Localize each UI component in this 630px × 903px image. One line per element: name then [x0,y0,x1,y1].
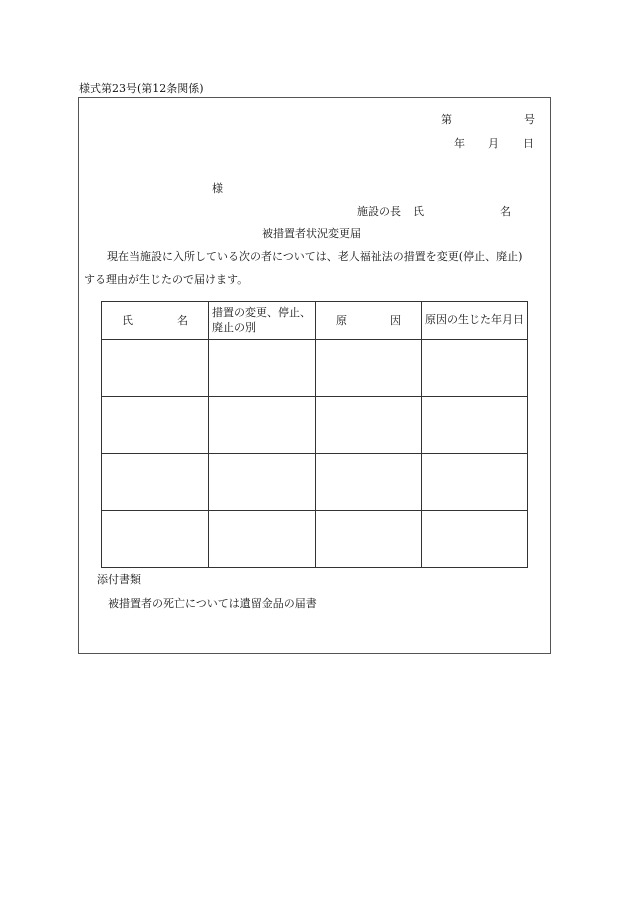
header-name [102,302,209,340]
cell-change-type[interactable] [209,397,316,454]
body-text-line-1: 現在当施設に入所している次の者については、老人福祉法の措置を変更(停止、廃止) [107,250,523,263]
cell-name[interactable] [102,511,209,568]
cell-name[interactable] [102,397,209,454]
cell-cause-date[interactable] [422,511,528,568]
table-header-row [102,302,528,340]
header-cause-last: 因 [390,313,401,327]
header-cause [316,302,422,340]
header-name-first: 氏 [122,313,133,327]
cell-name[interactable] [102,454,209,511]
header-cause-date-text: 原因の生じた年月日 [425,313,524,327]
date-year-label: 年 [454,137,465,150]
cell-cause[interactable] [316,340,422,397]
table-row [102,397,528,454]
cell-name[interactable] [102,340,209,397]
sender-name-label-first: 氏 [413,205,424,218]
addressee-honorific: 様 [212,182,223,195]
attachments-label: 添付書類 [97,573,141,586]
form-number: 様式第23号(第12条関係) [79,82,204,95]
cell-cause[interactable] [316,397,422,454]
header-name-last: 名 [177,313,188,327]
cell-cause-date[interactable] [422,340,528,397]
header-cause-date [422,302,528,340]
header-change-type [209,302,316,340]
header-cause-first: 原 [336,313,347,327]
table-row [102,454,528,511]
cell-cause[interactable] [316,454,422,511]
cell-cause[interactable] [316,511,422,568]
attachment-item: 被措置者の死亡については遺留金品の届書 [108,597,317,610]
cell-change-type[interactable] [209,454,316,511]
cell-cause-date[interactable] [422,454,528,511]
facility-head-label: 施設の長 [357,205,401,218]
cell-cause-date[interactable] [422,397,528,454]
cell-change-type[interactable] [209,511,316,568]
status-change-table [101,301,528,568]
cell-change-type[interactable] [209,340,316,397]
date-month-label: 月 [488,137,499,150]
table-row [102,340,528,397]
sender-name-label-last: 名 [500,205,511,218]
document-number-prefix: 第 [441,113,452,126]
table-row [102,511,528,568]
body-text-line-2: する理由が生じたので届けます。 [84,273,249,286]
header-change-type-text: 措置の変更、停止、廃止の別 [212,306,311,334]
document-number-suffix: 号 [524,113,535,126]
date-day-label: 日 [523,137,534,150]
document-title: 被措置者状況変更届 [262,227,361,240]
